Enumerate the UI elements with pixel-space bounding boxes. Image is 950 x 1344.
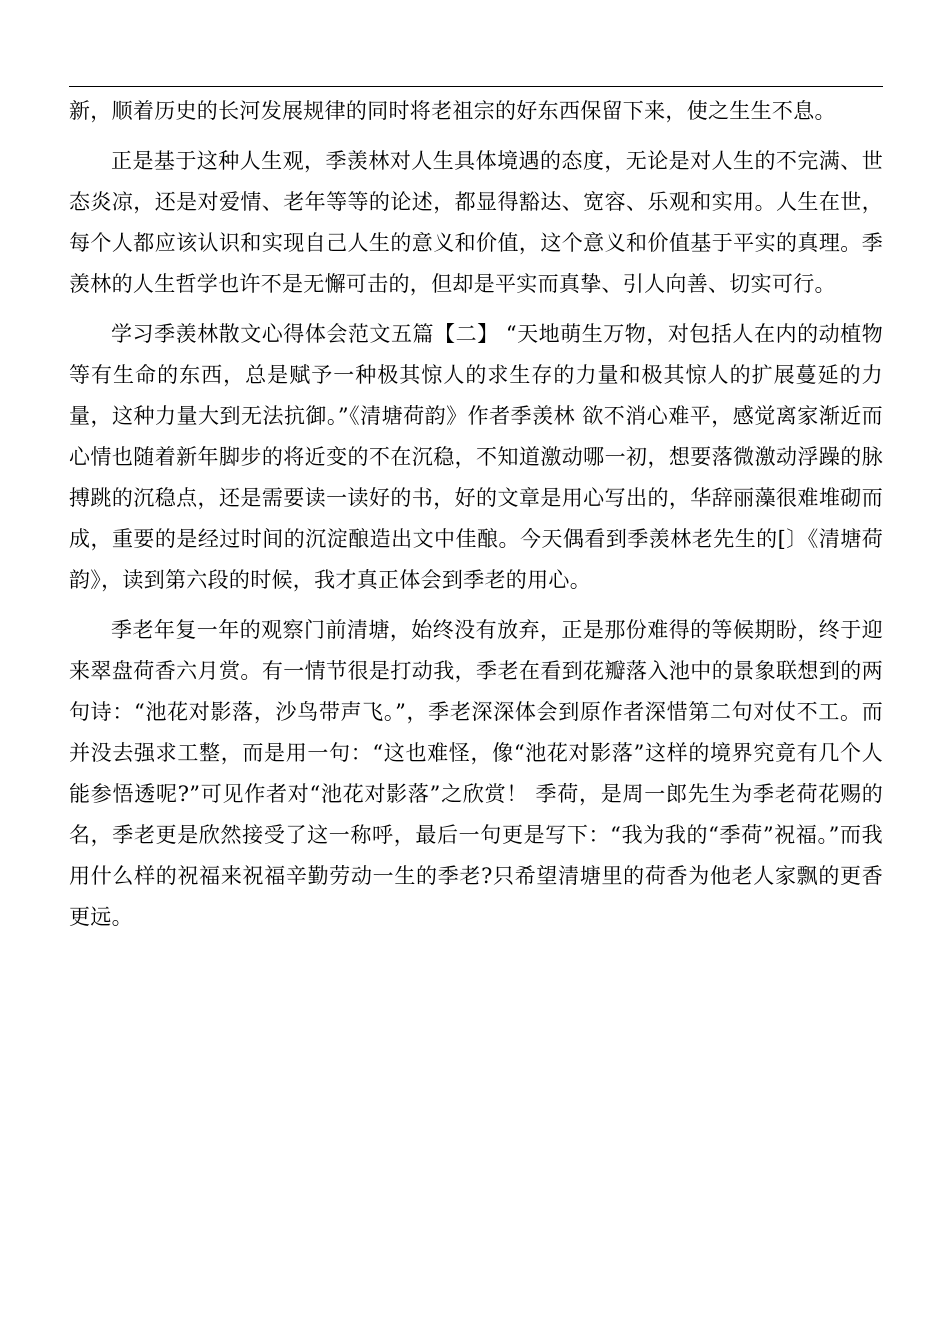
- paragraph-continuation: 新，顺着历史的长河发展规律的同时将老祖宗的好东西保留下来，使之生生不息。: [69, 99, 836, 123]
- paragraph-life-philosophy: 正是基于这种人生观，季羡林对人生具体境遇的态度，无论是对人生的不完满、世态炎凉，还是对爱情、老年等等的论述，都显得豁达、宽容、乐观和实用。人生在世，每个人都应该认识和实现自己人生的意义和价值，这个意义和价值基于平实的真理。季羡林的人生哲学也许不是无懈可击的，但却是平实而真挚、引人向善、切实可行。: [69, 149, 883, 296]
- paragraph-ji-he: 季老年复一年的观察门前清塘，始终没有放弃，正是那份难得的等候期盼，终于迎来翠盘荷香六月赏。有一情节很是打动我，季老在看到花瓣落入池中的景象联想到的两句诗：“池花对影落，沙鸟带声飞。”，季老深深体会到原作者深惜第二句对仗不工。而并没去强求工整，而是用一句：“这也难怪，像“池花对影落”这样的境界究竟有几个人能参悟透呢?”可见作者对“池花对影落”之欣赏！ 季荷，是周一郎先生为季老荷花赐的名，季老更是欣然接受了这一称呼，最后一句更是写下：“我为我的“季荷”祝福。”而我用什么样的祝福来祝福辛勤劳动一生的季老?只希望清塘里的荷香为他老人家飘的更香更远。: [69, 618, 883, 929]
- document-body: [69, 91, 883, 947]
- header-rule: [69, 86, 883, 87]
- paragraph-essay-two-intro: 学习季羡林散文心得体会范文五篇【二】 “天地萌生万物，对包括人在内的动植物等有生命的东西，总是赋予一种极其惊人的求生存的力量和极其惊人的扩展蔓延的力量，这种力量大到无法抗御。”《清塘荷韵》作者季羡林 欲不消心难平，感觉离家渐近而心情也随着新年脚步的将近变的不在沉稳，不知道激动哪一初，想要落微激动浮躁的脉搏跳的沉稳点，还是需要读一读好的书，好的文章是用心写出的，华辞丽藻很难堆砌而成，重要的是经过时间的沉淀酿造出文中佳酿。今天偶看到季羡林老先生的[〕《清塘荷韵》，读到第六段的时候，我才真正体会到季老的用心。: [69, 322, 883, 592]
